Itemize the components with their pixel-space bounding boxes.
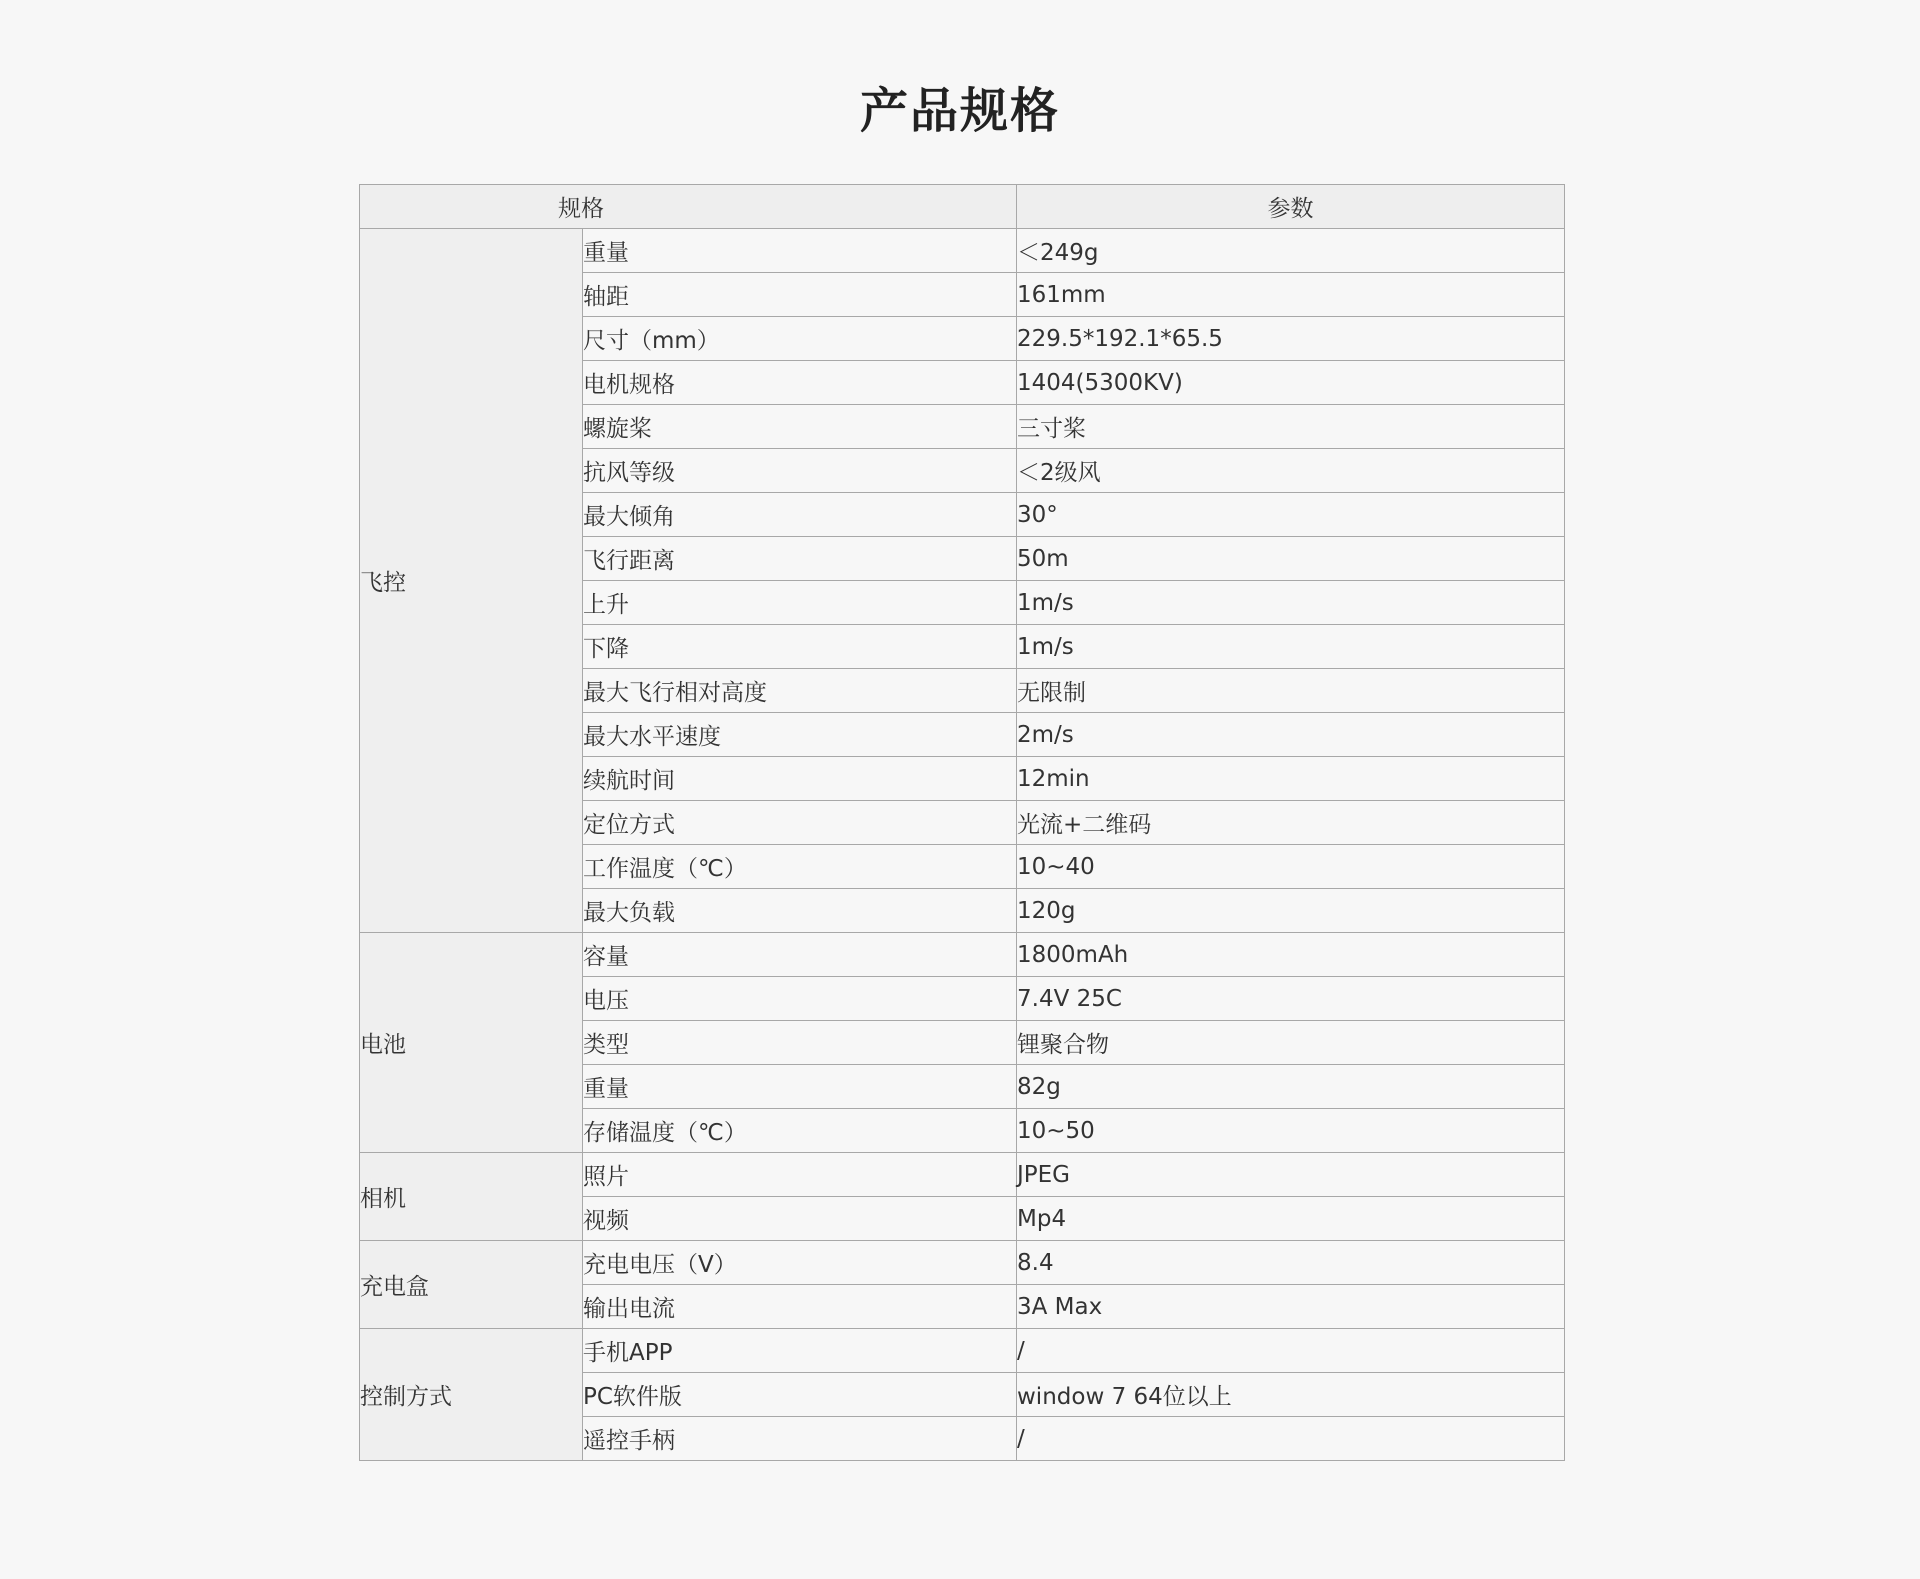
header-param: 参数 — [1017, 185, 1565, 229]
spec-value-cell: ＜2级风 — [1017, 449, 1565, 493]
spec-value-cell: 1m/s — [1017, 625, 1565, 669]
table-row — [360, 1329, 1565, 1373]
spec-item-cell: 存储温度（℃） — [583, 1109, 1017, 1153]
spec-value-cell: / — [1017, 1329, 1565, 1373]
spec-value-cell: 10~50 — [1017, 1109, 1565, 1153]
spec-value-cell: 12min — [1017, 757, 1565, 801]
category-cell: 充电盒 — [360, 1241, 583, 1329]
spec-item-cell: 工作温度（℃） — [583, 845, 1017, 889]
header-spec: 规格 — [360, 185, 1017, 229]
spec-value-cell: 光流+二维码 — [1017, 801, 1565, 845]
category-cell: 电池 — [360, 933, 583, 1153]
spec-item-cell: 定位方式 — [583, 801, 1017, 845]
spec-item-cell: 续航时间 — [583, 757, 1017, 801]
spec-value-cell: JPEG — [1017, 1153, 1565, 1197]
spec-value-cell: 1800mAh — [1017, 933, 1565, 977]
category-cell: 飞控 — [360, 229, 583, 933]
spec-item-cell: 最大飞行相对高度 — [583, 669, 1017, 713]
spec-value-cell: 1404(5300KV) — [1017, 361, 1565, 405]
spec-item-cell: 重量 — [583, 1065, 1017, 1109]
spec-value-cell: 50m — [1017, 537, 1565, 581]
spec-table — [359, 184, 1565, 1461]
spec-value-cell: 120g — [1017, 889, 1565, 933]
spec-value-cell: 161mm — [1017, 273, 1565, 317]
spec-item-cell: 电压 — [583, 977, 1017, 1021]
spec-item-cell: 视频 — [583, 1197, 1017, 1241]
spec-value-cell: 7.4V 25C — [1017, 977, 1565, 1021]
spec-item-cell: 尺寸（mm） — [583, 317, 1017, 361]
table-row — [360, 1153, 1565, 1197]
spec-table-body — [360, 229, 1565, 1461]
spec-value-cell: 82g — [1017, 1065, 1565, 1109]
spec-item-cell: 螺旋桨 — [583, 405, 1017, 449]
spec-item-cell: 照片 — [583, 1153, 1017, 1197]
spec-value-cell: window 7 64位以上 — [1017, 1373, 1565, 1417]
spec-item-cell: 最大倾角 — [583, 493, 1017, 537]
spec-value-cell: 229.5*192.1*65.5 — [1017, 317, 1565, 361]
spec-item-cell: 轴距 — [583, 273, 1017, 317]
spec-item-cell: 上升 — [583, 581, 1017, 625]
spec-value-cell: 8.4 — [1017, 1241, 1565, 1285]
spec-value-cell: 2m/s — [1017, 713, 1565, 757]
spec-item-cell: 下降 — [583, 625, 1017, 669]
page-title: 产品规格 — [859, 83, 1060, 139]
table-row — [360, 1241, 1565, 1285]
spec-value-cell: 3A Max — [1017, 1285, 1565, 1329]
spec-item-cell: 容量 — [583, 933, 1017, 977]
spec-item-cell: 抗风等级 — [583, 449, 1017, 493]
table-row — [360, 933, 1565, 977]
spec-value-cell: 三寸桨 — [1017, 405, 1565, 449]
spec-item-cell: 飞行距离 — [583, 537, 1017, 581]
spec-value-cell: ＜249g — [1017, 229, 1565, 273]
spec-value-cell: 30° — [1017, 493, 1565, 537]
spec-item-cell: 电机规格 — [583, 361, 1017, 405]
table-row — [360, 229, 1565, 273]
table-header-row — [360, 185, 1565, 229]
spec-item-cell: 充电电压（V） — [583, 1241, 1017, 1285]
spec-item-cell: 输出电流 — [583, 1285, 1017, 1329]
spec-item-cell: 最大水平速度 — [583, 713, 1017, 757]
spec-value-cell: 锂聚合物 — [1017, 1021, 1565, 1065]
spec-item-cell: 手机APP — [583, 1329, 1017, 1373]
spec-value-cell: / — [1017, 1417, 1565, 1461]
spec-item-cell: 遥控手柄 — [583, 1417, 1017, 1461]
spec-value-cell: 10~40 — [1017, 845, 1565, 889]
category-cell: 相机 — [360, 1153, 583, 1241]
spec-value-cell: 1m/s — [1017, 581, 1565, 625]
spec-item-cell: 重量 — [583, 229, 1017, 273]
spec-value-cell: 无限制 — [1017, 669, 1565, 713]
spec-value-cell: Mp4 — [1017, 1197, 1565, 1241]
spec-item-cell: 类型 — [583, 1021, 1017, 1065]
category-cell: 控制方式 — [360, 1329, 583, 1461]
spec-item-cell: PC软件版 — [583, 1373, 1017, 1417]
spec-item-cell: 最大负载 — [583, 889, 1017, 933]
